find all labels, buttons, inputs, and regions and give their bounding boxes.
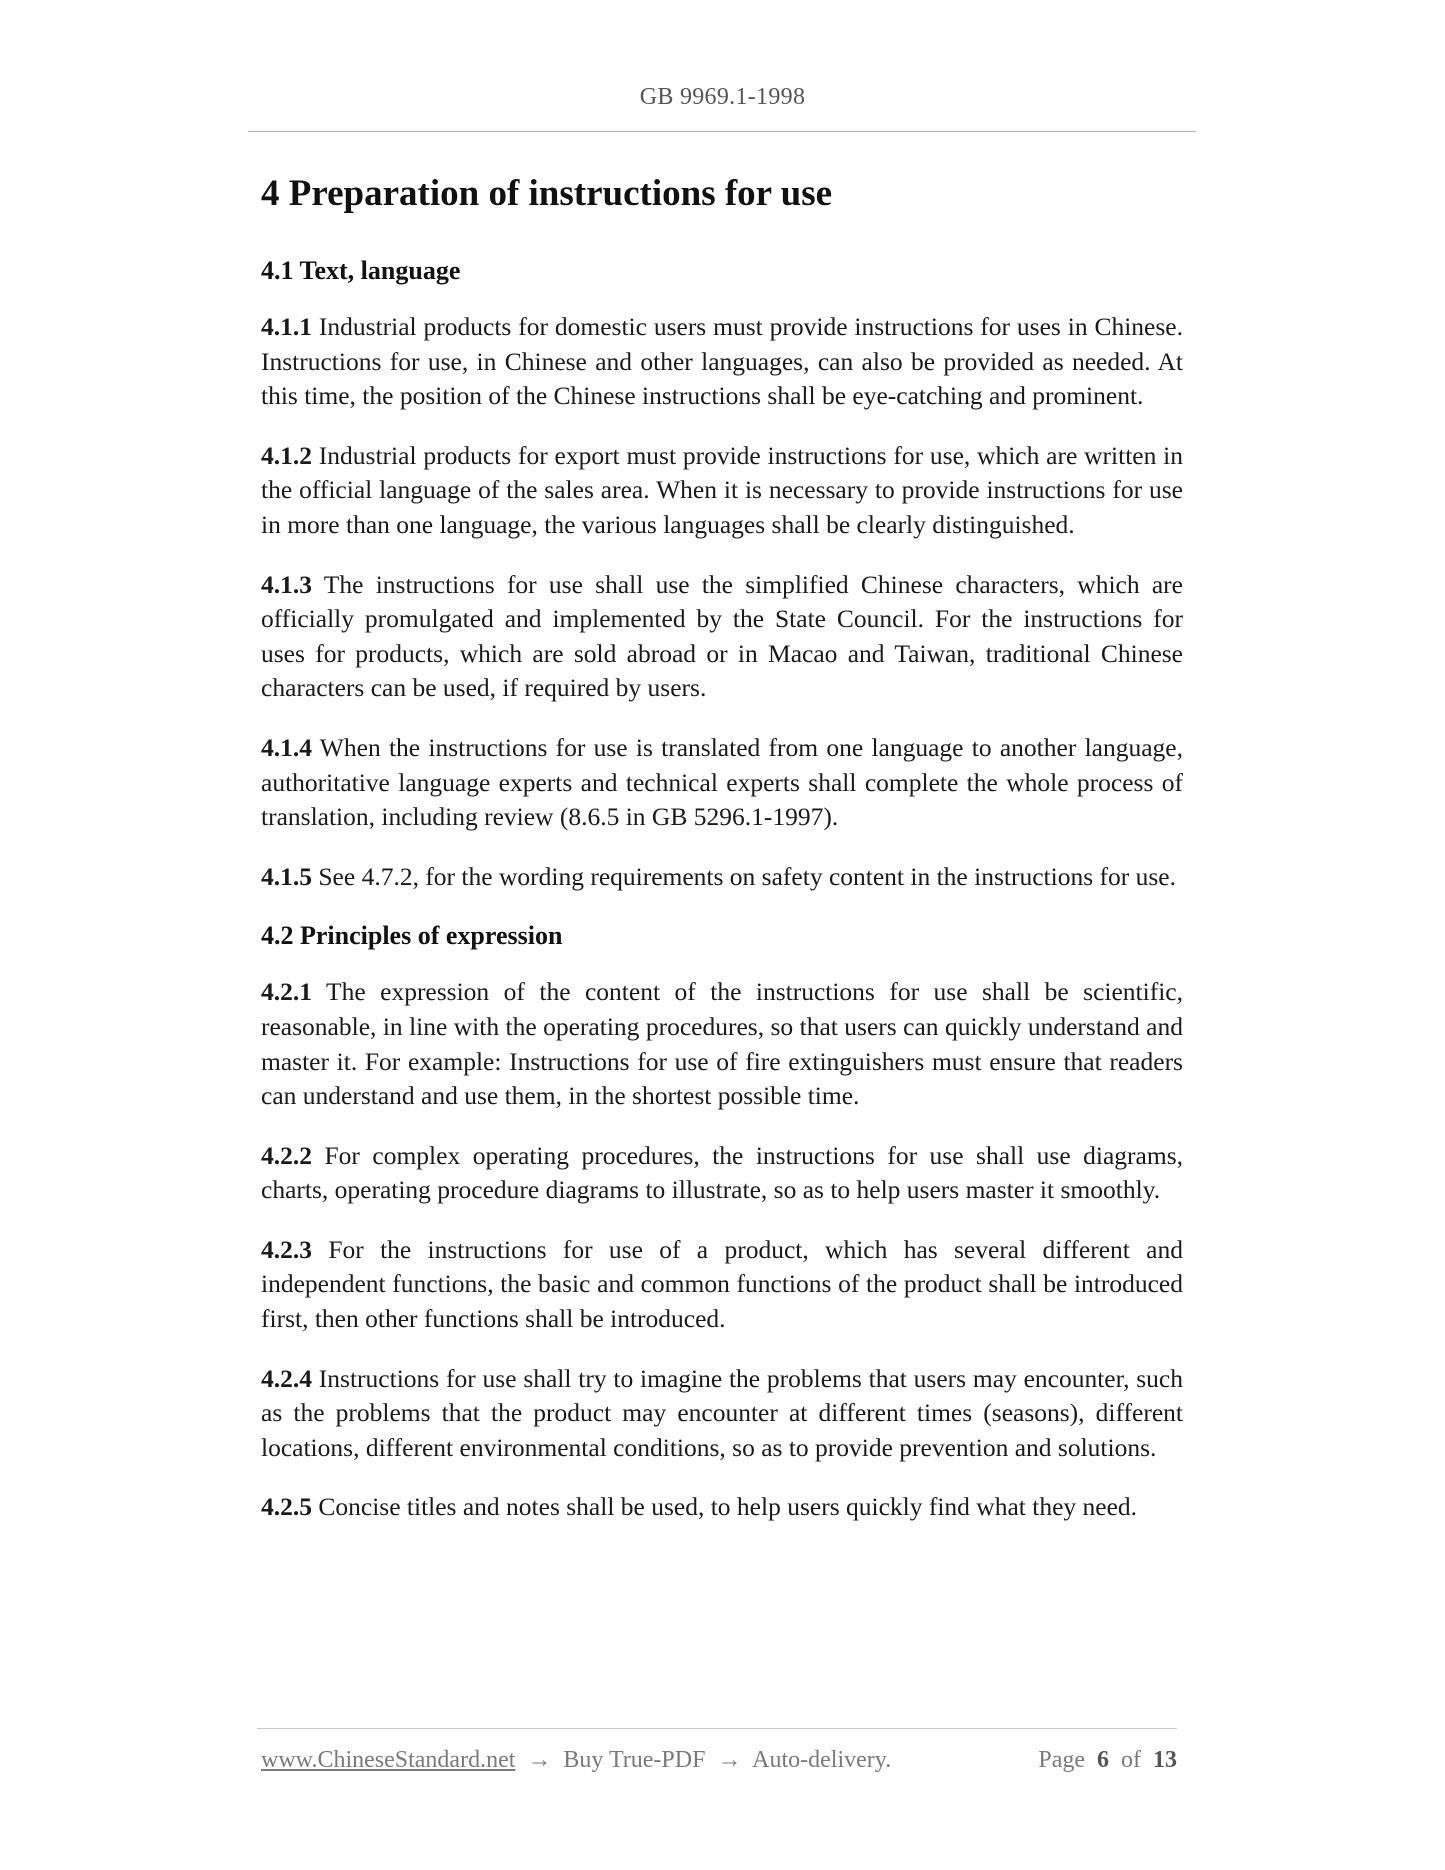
clause-4-2-4 xyxy=(261,1362,1183,1466)
page-header-standard-id: GB 9969.1-1998 xyxy=(639,84,806,110)
clause-4-1-4 xyxy=(261,731,1183,835)
clause-text: Industrial products for export must provide instructions for use, which are written in the official language of the sales area. When it is necessary to provide instructions for use in more than one language, the various languages shall be clearly distinguished. xyxy=(261,440,1183,539)
clause-text: Industrial products for domestic users must provide instructions for uses in Chinese. Instructions for use, in Chinese and other languages, can also be provided as needed. At this time, the position of the Chinese instructions shall be eye-catching and prominent. xyxy=(261,312,1183,411)
clause-number: 4.2.1 xyxy=(261,977,312,1007)
arrow-right-icon: → xyxy=(527,1747,552,1773)
header-divider xyxy=(248,131,1196,132)
clause-4-2-5 xyxy=(261,1490,1183,1525)
page-indicator xyxy=(1038,1747,1177,1774)
clause-4-1-1 xyxy=(261,310,1183,414)
subsection-title-4-1: 4.1 Text, language xyxy=(261,256,461,285)
clause-number: 4.2.3 xyxy=(261,1234,312,1264)
clause-text: When the instructions for use is translated from one language to another language, authoritative language experts and technical experts shall complete the whole process of translation, including review (8.6.5 in GB 5296.1-1997). xyxy=(261,732,1183,832)
clause-number: 4.2.5 xyxy=(261,1492,312,1522)
current-page-number: 6 xyxy=(1097,1747,1109,1773)
buy-pdf-text: Buy True-PDF xyxy=(563,1747,706,1773)
clause-4-2-2 xyxy=(261,1139,1183,1208)
section-title: 4 Preparation of instructions for use xyxy=(261,173,833,214)
clause-text: For the instructions for use of a product, which has several different and independent functions, the basic and common functions of the product shall be introduced first, then other functions shall be introduced. xyxy=(261,1234,1183,1334)
clause-number: 4.2.2 xyxy=(261,1140,312,1170)
footer-promo xyxy=(261,1747,891,1774)
auto-delivery-text: Auto-delivery. xyxy=(752,1747,892,1773)
total-pages: 13 xyxy=(1153,1747,1177,1773)
clause-number: 4.1.5 xyxy=(261,861,312,891)
subsection-title-4-2: 4.2 Principles of expression xyxy=(261,921,563,951)
clause-4-1-5 xyxy=(261,860,1183,895)
clause-4-2-1 xyxy=(261,975,1183,1113)
clause-text: Concise titles and notes shall be used, to help users quickly find what they need. xyxy=(312,1492,1138,1522)
clause-number: 4.2.4 xyxy=(261,1363,312,1393)
clause-text: For complex operating procedures, the instructions for use shall use diagrams, charts, operating procedure diagrams to illustrate, so as to help users master it smoothly. xyxy=(261,1140,1183,1205)
clause-4-1-3 xyxy=(261,568,1183,706)
clause-number: 4.1.3 xyxy=(261,569,312,599)
clause-number: 4.1.4 xyxy=(261,732,312,762)
site-link[interactable]: www.ChineseStandard.net xyxy=(261,1747,516,1773)
footer-divider xyxy=(257,1728,1177,1729)
clause-4-2-3 xyxy=(261,1233,1183,1337)
clause-4-1-2 xyxy=(261,439,1183,543)
clause-number: 4.1.2 xyxy=(261,440,312,470)
clause-text: Instructions for use shall try to imagine the problems that users may encounter, such as the problems that the product may encounter at different times (seasons), different locations, different environmental conditions, so as to provide prevention and solutions. xyxy=(261,1363,1183,1462)
clause-text: See 4.7.2, for the wording requirements on safety content in the instructions for use. xyxy=(312,861,1176,891)
clause-text: The expression of the content of the instructions for use shall be scientific, reasonable, in line with the operating procedures, so that users can quickly understand and master it. For example: Instructions for use of fire extinguishers must ensure that readers can understand and use them, in the shortest possible time. xyxy=(261,977,1183,1111)
document-body xyxy=(261,172,1183,1550)
clause-text: The instructions for use shall use the simplified Chinese characters, which are officially promulgated and implemented by the State Council. For the instructions for uses for products, which are sold abroad or in Macao and Taiwan, traditional Chinese characters can be used, if required by users. xyxy=(261,569,1183,703)
of-label: of xyxy=(1121,1747,1141,1773)
clause-number: 4.1.1 xyxy=(261,312,312,341)
arrow-right-icon: → xyxy=(717,1747,742,1773)
page-label: Page xyxy=(1038,1747,1085,1773)
